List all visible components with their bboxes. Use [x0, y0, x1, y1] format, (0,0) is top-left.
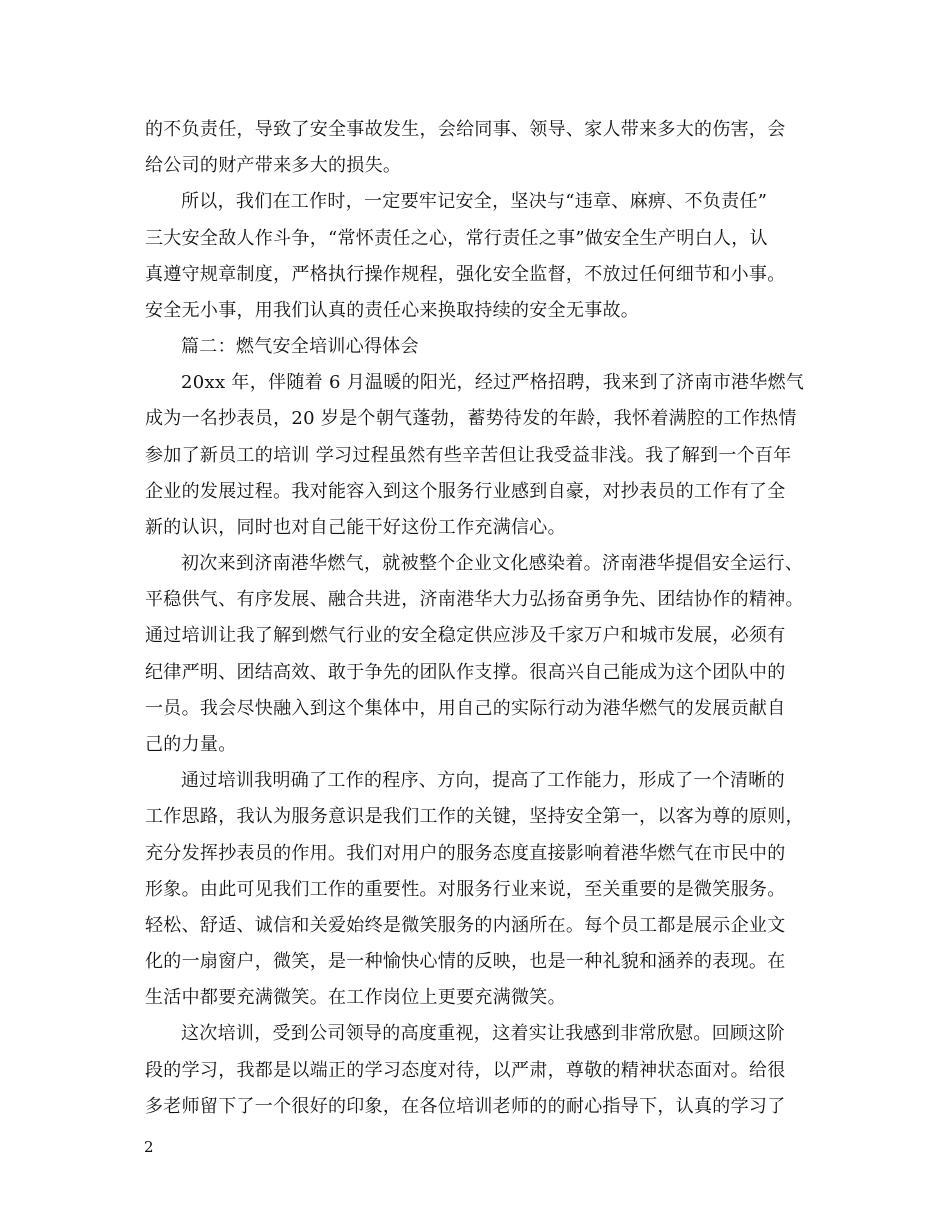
text-line: 形象。由此可见我们工作的重要性。对服务行业来说，至关重要的是微笑服务。 — [145, 879, 786, 900]
text-line: 生活中都要充满微笑。在工作岗位上更要充满微笑。 — [145, 987, 566, 1008]
text-line: 充分发挥抄表员的作用。我们对用户的服务态度直接影响着港华燃气在市民中的 — [145, 843, 786, 864]
text-line: 这次培训，受到公司领导的高度重视，这着实让我感到非常欣慰。回顾这阶 — [181, 1023, 785, 1044]
text-line: 通过培训我明确了工作的程序、方向，提高了工作能力，形成了一个清晰的 — [181, 770, 785, 791]
text-line: 给公司的财产带来多大的损失。 — [145, 155, 402, 176]
text-line: 参加了新员工的培训 学习过程虽然有些辛苦但让我受益非浅。我了解到一个百年 — [145, 445, 792, 466]
text-line: 通过培训让我了解到燃气行业的安全稳定供应涉及千家万户和城市发展，必须有 — [145, 625, 786, 646]
text-line: 段的学习，我都是以端正的学习态度对待，以严肃，尊敬的精神状态面对。给很 — [145, 1060, 786, 1081]
text-line: 20xx 年，伴随着 6 月温暖的阳光，经过严格招聘，我来到了济南市港华燃气 — [181, 372, 805, 393]
section-heading: 篇二：燃气安全培训心得体会 — [181, 336, 419, 357]
text-line: 真遵守规章制度，严格执行操作规程，强化安全监督，不放过任何细节和小事。 — [145, 264, 786, 285]
text-line: 所以，我们在工作时，一定要牢记安全，坚决与“违章、麻痹、不负责任” — [181, 191, 768, 212]
text-line: 初次来到济南港华燃气，就被整个企业文化感染着。济南港华提倡安全运行、 — [181, 553, 804, 574]
page-number: 2 — [144, 1138, 154, 1156]
text-line: 工作思路，我认为服务意识是我们工作的关键，坚持安全第一，以客为尊的原则， — [145, 806, 804, 827]
text-line: 多老师留下了一个很好的印象，在各位培训老师的的耐心指导下，认真的学习了 — [145, 1096, 786, 1117]
text-line: 三大安全敌人作斗争，“常怀责任之心，常行责任之事”做安全生产明白人，认 — [145, 228, 768, 249]
text-line: 新的认识，同时也对自己能干好这份工作充满信心。 — [145, 517, 566, 538]
text-line: 一员。我会尽快融入到这个集体中，用自己的实际行动为港华燃气的发展贡献自 — [145, 698, 786, 719]
text-line: 纪律严明、团结高效、敢于争先的团队作支撑。很高兴自己能成为这个团队中的 — [145, 662, 786, 683]
text-line: 成为一名抄表员，20 岁是个朝气蓬勃，蓄势待发的年龄，我怀着满腔的工作热情 — [145, 408, 797, 429]
text-line: 化的一扇窗户，微笑，是一种愉快心情的反映，也是一种礼貌和涵养的表现。在 — [145, 951, 786, 972]
text-line: 己的力量。 — [145, 734, 237, 755]
text-line: 的不负责任，导致了安全事故发生，会给同事、领导、家人带来多大的伤害，会 — [145, 119, 786, 140]
text-line: 平稳供气、有序发展、融合共进，济南港华大力弘扬奋勇争先、团结协作的精神。 — [145, 589, 804, 610]
text-line: 轻松、舒适、诚信和关爱始终是微笑服务的内涵所在。每个员工都是展示企业文 — [145, 915, 786, 936]
text-line: 企业的发展过程。我对能容入到这个服务行业感到自豪，对抄表员的工作有了全 — [145, 481, 786, 502]
text-line: 安全无小事，用我们认真的责任心来换取持续的安全无事故。 — [145, 300, 640, 321]
